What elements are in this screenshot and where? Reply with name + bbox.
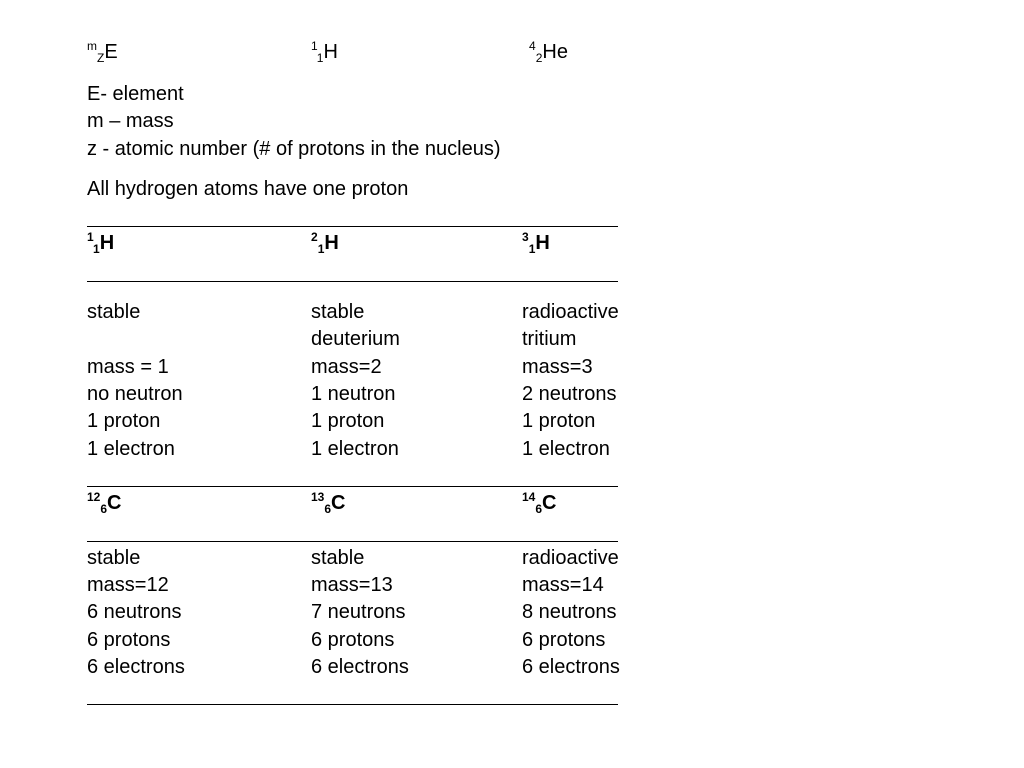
isotope-carbon-14: $^{14}_6$C — [522, 490, 557, 516]
carbon-cell: 6 electrons — [522, 656, 620, 678]
carbon-cell: 8 neutrons — [522, 601, 617, 623]
carbon-cell: 6 protons — [522, 629, 606, 651]
definition-mass: m – mass — [87, 110, 174, 132]
carbon-cell: mass=12 — [87, 574, 169, 596]
carbon-cell: 6 electrons — [311, 656, 409, 678]
carbon-cell: mass=13 — [311, 574, 393, 596]
isotope-carbon-13: $^{13}_6$C — [311, 490, 346, 516]
hydrogen-cell: 1 electron — [522, 438, 610, 460]
hydrogen-cell: stable — [87, 301, 141, 323]
divider — [87, 226, 618, 227]
hydrogen-statement: All hydrogen atoms have one proton — [87, 178, 409, 200]
carbon-cell: mass=14 — [522, 574, 604, 596]
hydrogen-cell: mass = 1 — [87, 356, 169, 378]
divider — [87, 486, 618, 487]
hydrogen-cell: 1 neutron — [311, 383, 396, 405]
hydrogen-cell: 1 proton — [522, 410, 596, 432]
hydrogen-cell: deuterium — [311, 328, 400, 350]
carbon-cell: stable — [311, 547, 365, 569]
divider — [87, 281, 618, 282]
hydrogen-cell: tritium — [522, 328, 577, 350]
notation-hydrogen: $^1_1$H — [311, 39, 338, 65]
isotope-hydrogen-2: $^2_1$H — [311, 230, 339, 256]
carbon-cell: 6 electrons — [87, 656, 185, 678]
carbon-cell: 6 neutrons — [87, 601, 182, 623]
isotope-hydrogen-1: $^1_1$H — [87, 230, 115, 256]
hydrogen-cell: 2 neutrons — [522, 383, 617, 405]
carbon-cell: 6 protons — [311, 629, 395, 651]
hydrogen-cell: mass=3 — [522, 356, 593, 378]
hydrogen-cell: 1 proton — [311, 410, 385, 432]
hydrogen-cell: mass=2 — [311, 356, 382, 378]
hydrogen-cell: no neutron — [87, 383, 183, 405]
definition-element: E- element — [87, 83, 184, 105]
carbon-cell: stable — [87, 547, 141, 569]
definition-atomic-number: z - atomic number (# of protons in the nucleus) — [87, 138, 501, 160]
notation-helium: $^4_2$He — [529, 39, 568, 65]
hydrogen-cell: stable — [311, 301, 365, 323]
carbon-cell: radioactive — [522, 547, 619, 569]
notation-general: $^m_Z$E — [87, 39, 118, 65]
isotope-hydrogen-3: $^3_1$H — [522, 230, 550, 256]
carbon-cell: 6 protons — [87, 629, 171, 651]
carbon-cell: 7 neutrons — [311, 601, 406, 623]
isotope-carbon-12: $^{12}_6$C — [87, 490, 122, 516]
divider — [87, 541, 618, 542]
divider — [87, 704, 618, 705]
hydrogen-cell: 1 electron — [311, 438, 399, 460]
hydrogen-cell: 1 proton — [87, 410, 161, 432]
hydrogen-cell: 1 electron — [87, 438, 175, 460]
hydrogen-cell: radioactive — [522, 301, 619, 323]
